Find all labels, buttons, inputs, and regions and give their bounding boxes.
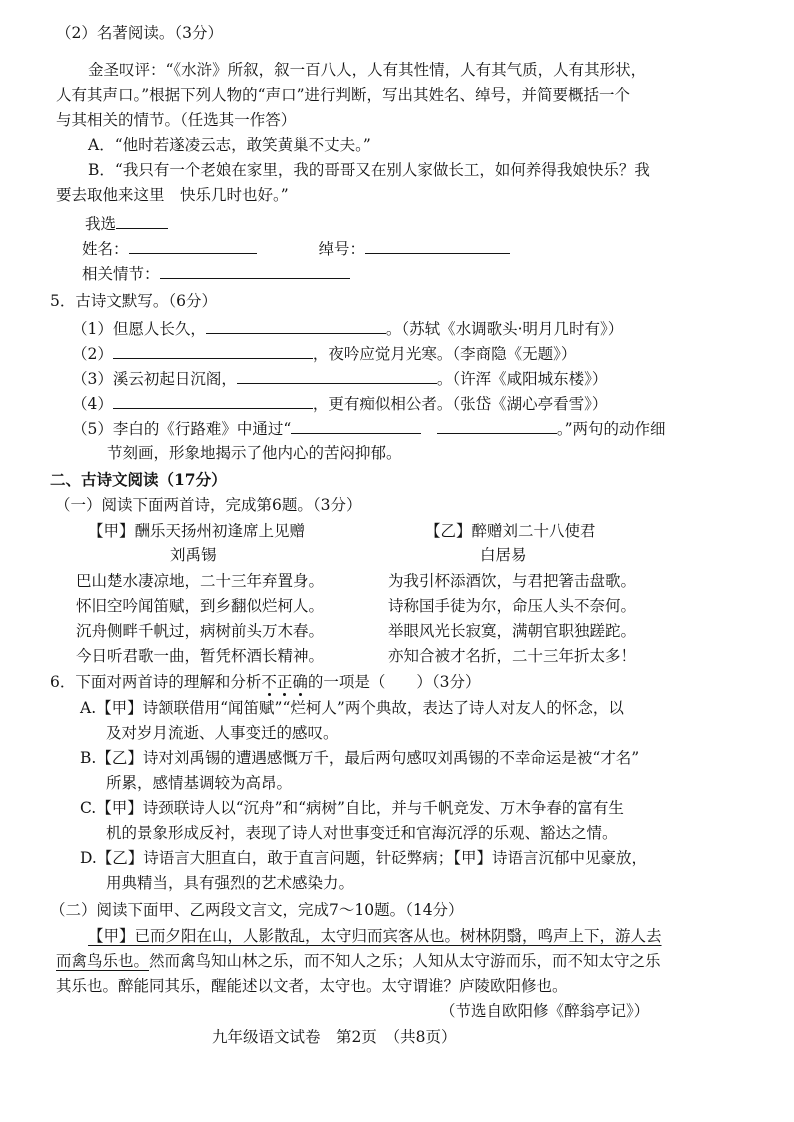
text-line — [85, 211, 168, 236]
text-line — [50, 898, 464, 922]
underlined-text: 而禽鸟乐也。 — [56, 952, 150, 970]
text-segment: 其乐也。醉能同其乐，醒能述以文者，太守也。太守谓谁？庐陵欧阳修也。 — [56, 977, 568, 995]
text-segment: 及对岁月流逝、人事变迁的感叹。 — [106, 724, 339, 742]
emphasis-char: 正 — [276, 673, 293, 691]
text-segment: C.【甲】诗颈联诗人以“沉舟”和“病树”自比，并与千帆竞发、万木争春的富有生 — [80, 799, 624, 817]
answer-blank[interactable] — [365, 236, 510, 254]
answer-blank[interactable] — [237, 366, 437, 384]
text-segment: ，夜吟应觉月光寒。（李商隐《无题》） — [312, 345, 577, 363]
text-line — [76, 594, 324, 618]
text-segment: 人有其声口。”根据下列人物的“声口”进行判断，写出其姓名、绰号，并简要概括一个 — [56, 86, 631, 104]
text-line — [56, 83, 630, 107]
text-line — [88, 924, 662, 948]
text-line — [76, 644, 324, 668]
text-line — [88, 133, 371, 157]
text-segment: 姓名： — [82, 240, 129, 258]
text-line — [88, 158, 650, 182]
text-segment: B．“我只有一个老娘在家里，我的哥哥又在别人家做长工，如何养得我娘快乐？我 — [88, 161, 650, 179]
text-segment: 。（许浑《咸阳城东楼》） — [436, 370, 608, 388]
text-segment: 沉舟侧畔千帆过，病树前头万木春。 — [76, 622, 325, 640]
text-segment: （4） — [72, 395, 113, 413]
text-segment: 刘禹锡 — [170, 546, 217, 564]
text-segment: 与其相关的情节。（任选其一作答） — [56, 111, 297, 129]
text-segment: （2）名著阅读。（3分） — [56, 24, 223, 42]
text-line — [56, 949, 661, 973]
text-line — [55, 493, 361, 517]
text-line — [72, 341, 576, 366]
text-line — [80, 796, 624, 820]
text-line — [50, 670, 481, 694]
text-line — [72, 416, 666, 441]
text-line — [56, 974, 568, 998]
text-segment: 用典精当，具有强烈的艺术感染力。 — [106, 874, 355, 892]
text-segment: 金圣叹评：“《水浒》所叙，叙一百八人，人有其性情，人有其气质，人有其形状， — [88, 61, 647, 79]
text-line — [50, 289, 217, 313]
text-segment: 诗称国手徒为尔，命压人头不奈何。 — [388, 597, 637, 615]
text-segment: （3）溪云初起日沉阁， — [72, 370, 237, 388]
text-segment: 亦知合被才名折，二十三年折太多！ — [388, 647, 637, 665]
text-segment: （一）阅读下面两首诗，完成第6题。（3分） — [55, 496, 362, 514]
text-line — [56, 183, 289, 207]
text-segment: 白居易 — [480, 546, 527, 564]
text-segment: A.【甲】诗颔联借用“闻笛赋”“烂柯人”两个典故，表达了诗人对友人的怀念，以 — [80, 699, 624, 717]
underlined-text: 【甲】已而夕阳在山，人影散乱，太守归而宾客从也。树林阴翳，鸣声上下，游人去 — [88, 927, 662, 945]
answer-blank[interactable] — [160, 261, 350, 279]
text-segment: 然而禽鸟知山林之乐，而不知人之乐；人知从太守游而乐，而不知太守之乐 — [149, 952, 661, 970]
text-line — [106, 821, 618, 845]
answer-blank[interactable] — [291, 416, 421, 434]
text-segment: 要去取他来这里 快乐几时也好。” — [56, 186, 289, 204]
text-segment: A．“他时若遂凌云志，敢笑黄巢不丈夫。” — [88, 136, 371, 154]
text-segment: 所累，感情基调较为高昂。 — [106, 774, 293, 792]
text-line — [425, 519, 596, 543]
answer-blank[interactable] — [113, 341, 313, 359]
text-line — [106, 771, 292, 795]
answer-blank[interactable] — [206, 316, 386, 334]
text-segment: 节刻画，形象地揭示了他内心的苦闷抑郁。 — [107, 444, 402, 462]
text-line — [82, 236, 510, 261]
text-segment: 二、古诗文阅读（17分） — [50, 470, 227, 489]
text-line — [88, 519, 305, 543]
text-line — [76, 619, 324, 643]
text-line — [72, 391, 607, 416]
text-line — [170, 543, 217, 567]
text-segment: （2） — [72, 345, 113, 363]
text-line — [388, 644, 636, 668]
text-segment: 九年级语文试卷 第2页 （共8页） — [212, 1028, 457, 1046]
text-line — [388, 569, 636, 593]
text-line — [80, 696, 624, 720]
text-line — [72, 366, 607, 391]
emphasis-char: 确 — [292, 673, 308, 691]
answer-blank[interactable] — [116, 211, 168, 229]
text-segment: （1）但愿人长久， — [72, 320, 206, 338]
text-segment: （二）阅读下面甲、乙两段文言文，完成7～10题。（14分） — [50, 901, 464, 919]
text-segment: 巴山楚水凄凉地，二十三年弃置身。 — [76, 572, 325, 590]
text-line — [388, 594, 636, 618]
text-segment: （节选自欧阳修《醉翁亭记》） — [440, 1002, 650, 1020]
text-segment: 【乙】醉赠刘二十八使君 — [425, 522, 596, 540]
text-segment: 绰号： — [256, 240, 366, 258]
text-segment — [421, 420, 437, 438]
text-segment: D.【乙】诗语言大胆直白，敢于直言问题，针砭弊病；【甲】诗语言沉郁中见豪放， — [80, 849, 648, 867]
text-segment: 。（苏轼《水调歌头·明月几时有》） — [385, 320, 624, 338]
answer-blank[interactable] — [113, 391, 313, 409]
text-line — [56, 21, 223, 45]
text-line — [80, 846, 647, 870]
text-line — [56, 108, 296, 132]
emphasis-char: 不 — [261, 673, 277, 691]
text-segment: 我选 — [85, 215, 117, 233]
text-segment: ，更有痴似相公者。（张岱《湖心亭看雪》） — [312, 395, 608, 413]
text-segment: 相关情节： — [82, 265, 160, 283]
text-line — [88, 58, 646, 82]
text-segment: 为我引杯添酒饮，与君把箸击盘歌。 — [388, 572, 637, 590]
text-line — [80, 746, 639, 770]
text-segment: 举眼风光长寂寞，满朝官职独蹉跎。 — [388, 622, 637, 640]
text-segment: 6．下面对两首诗的理解和分析 — [50, 673, 262, 691]
text-segment: 今日听君歌一曲，暂凭杯酒长精神。 — [76, 647, 325, 665]
text-line — [388, 619, 636, 643]
text-line — [82, 261, 350, 286]
text-segment: 5．古诗文默写。（6分） — [50, 292, 217, 310]
text-line — [106, 721, 339, 745]
text-segment: （5）李白的《行路难》中通过“ — [72, 420, 292, 438]
text-line — [480, 543, 527, 567]
text-line — [106, 871, 354, 895]
answer-blank[interactable] — [129, 236, 257, 254]
text-line — [440, 999, 649, 1023]
text-segment: 的一项是（ ）（3分） — [307, 673, 481, 691]
answer-blank[interactable] — [437, 416, 557, 434]
text-segment: 【甲】酬乐天扬州初逢席上见赠 — [88, 522, 306, 540]
text-segment: 机的景象形成反衬，表现了诗人对世事变迁和官海沉浮的乐观、豁达之情。 — [106, 824, 618, 842]
text-segment: 怀旧空吟闻笛赋，到乡翻似烂柯人。 — [76, 597, 325, 615]
text-segment: 。”两句的动作细 — [556, 420, 666, 438]
text-segment: B.【乙】诗对刘禹锡的遭遇感慨万千，最后两句感叹刘禹锡的不幸命运是被“才名” — [80, 749, 640, 767]
text-line — [72, 316, 623, 341]
text-line — [107, 441, 402, 465]
text-line — [212, 1025, 456, 1049]
text-segment — [261, 673, 308, 691]
text-line — [76, 569, 324, 593]
text-line — [50, 468, 227, 492]
